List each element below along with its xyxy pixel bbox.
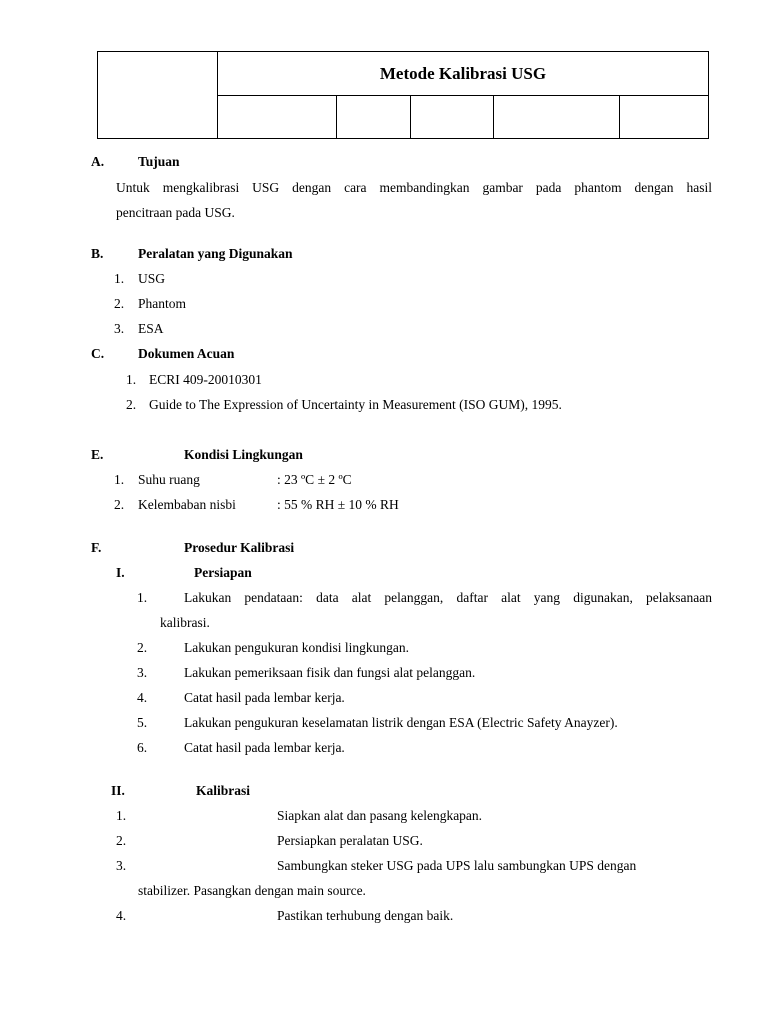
step-number: 3. bbox=[137, 665, 148, 680]
condition-label: Suhu ruang bbox=[138, 472, 200, 487]
list-item: ECRI 409-20010301 bbox=[149, 372, 262, 387]
subsection-1-title: Persiapan bbox=[194, 565, 252, 580]
list-item-number: 1. bbox=[114, 271, 125, 286]
step-text-continued: stabilizer. Pasangkan dengan main source. bbox=[138, 883, 366, 898]
document-title: Metode Kalibrasi USG bbox=[218, 52, 709, 96]
section-a-paragraph-line2: pencitraan pada USG. bbox=[116, 205, 235, 220]
section-a-letter: A. bbox=[91, 154, 105, 169]
list-item-number: 2. bbox=[126, 397, 137, 412]
logo-cell bbox=[98, 52, 218, 139]
condition-value: : 23 ºC ± 2 ºC bbox=[277, 472, 352, 487]
section-e-title: Kondisi Lingkungan bbox=[184, 447, 303, 462]
list-item-number: 3. bbox=[114, 321, 125, 336]
step-number: 3. bbox=[116, 858, 127, 873]
list-item-number: 1. bbox=[114, 472, 125, 487]
step-text: Persiapkan peralatan USG. bbox=[277, 833, 423, 848]
header-cell-5 bbox=[620, 96, 709, 139]
list-item-number: 1. bbox=[126, 372, 137, 387]
step-text: Lakukan pendataan: data alat pelanggan, daftar alat yang digunakan, pelaksanaan bbox=[184, 590, 712, 605]
step-text-continued: kalibrasi. bbox=[160, 615, 210, 630]
step-text: Lakukan pengukuran keselamatan listrik dengan ESA (Electric Safety Anayzer). bbox=[184, 715, 618, 730]
header-cell-2 bbox=[337, 96, 411, 139]
subsection-2-numeral: II. bbox=[111, 783, 125, 798]
step-number: 4. bbox=[116, 908, 127, 923]
subsection-2-title: Kalibrasi bbox=[196, 783, 251, 798]
step-text: Lakukan pengukuran kondisi lingkungan. bbox=[184, 640, 409, 655]
header-cell-1 bbox=[218, 96, 337, 139]
step-number: 6. bbox=[137, 740, 148, 755]
header-table bbox=[97, 51, 709, 139]
step-text: Pastikan terhubung dengan baik. bbox=[277, 908, 454, 923]
list-item: USG bbox=[138, 271, 166, 286]
section-b-title: Peralatan yang Digunakan bbox=[138, 246, 293, 261]
section-a-title: Tujuan bbox=[138, 154, 180, 169]
step-text: Sambungkan steker USG pada UPS lalu sambungkan UPS dengan bbox=[277, 858, 637, 873]
step-text: Catat hasil pada lembar kerja. bbox=[184, 740, 345, 755]
list-item-number: 2. bbox=[114, 296, 125, 311]
section-c-title: Dokumen Acuan bbox=[138, 346, 235, 361]
section-e-letter: E. bbox=[91, 447, 104, 462]
list-item-number: 2. bbox=[114, 497, 125, 512]
step-text: Lakukan pemeriksaan fisik dan fungsi alat pelanggan. bbox=[184, 665, 476, 680]
list-item: ESA bbox=[138, 321, 164, 336]
list-item: Guide to The Expression of Uncertainty in Measurement (ISO GUM), 1995. bbox=[149, 397, 562, 412]
step-number: 5. bbox=[137, 715, 148, 730]
header-cell-3 bbox=[411, 96, 494, 139]
step-text: Catat hasil pada lembar kerja. bbox=[184, 690, 345, 705]
section-c-letter: C. bbox=[91, 346, 105, 361]
step-text: Siapkan alat dan pasang kelengkapan. bbox=[277, 808, 483, 823]
step-number: 1. bbox=[137, 590, 148, 605]
list-item: Phantom bbox=[138, 296, 187, 311]
section-f-letter: F. bbox=[91, 540, 102, 555]
step-number: 2. bbox=[116, 833, 127, 848]
condition-value: : 55 % RH ± 10 % RH bbox=[277, 497, 399, 512]
condition-label: Kelembaban nisbi bbox=[138, 497, 236, 512]
section-a-paragraph-line1: Untuk mengkalibrasi USG dengan cara membandingkan gambar pada phantom dengan hasil bbox=[116, 180, 712, 195]
step-number: 4. bbox=[137, 690, 148, 705]
header-cell-4 bbox=[494, 96, 620, 139]
step-number: 2. bbox=[137, 640, 148, 655]
step-number: 1. bbox=[116, 808, 127, 823]
subsection-1-numeral: I. bbox=[116, 565, 125, 580]
section-b-letter: B. bbox=[91, 246, 104, 261]
section-f-title: Prosedur Kalibrasi bbox=[184, 540, 295, 555]
